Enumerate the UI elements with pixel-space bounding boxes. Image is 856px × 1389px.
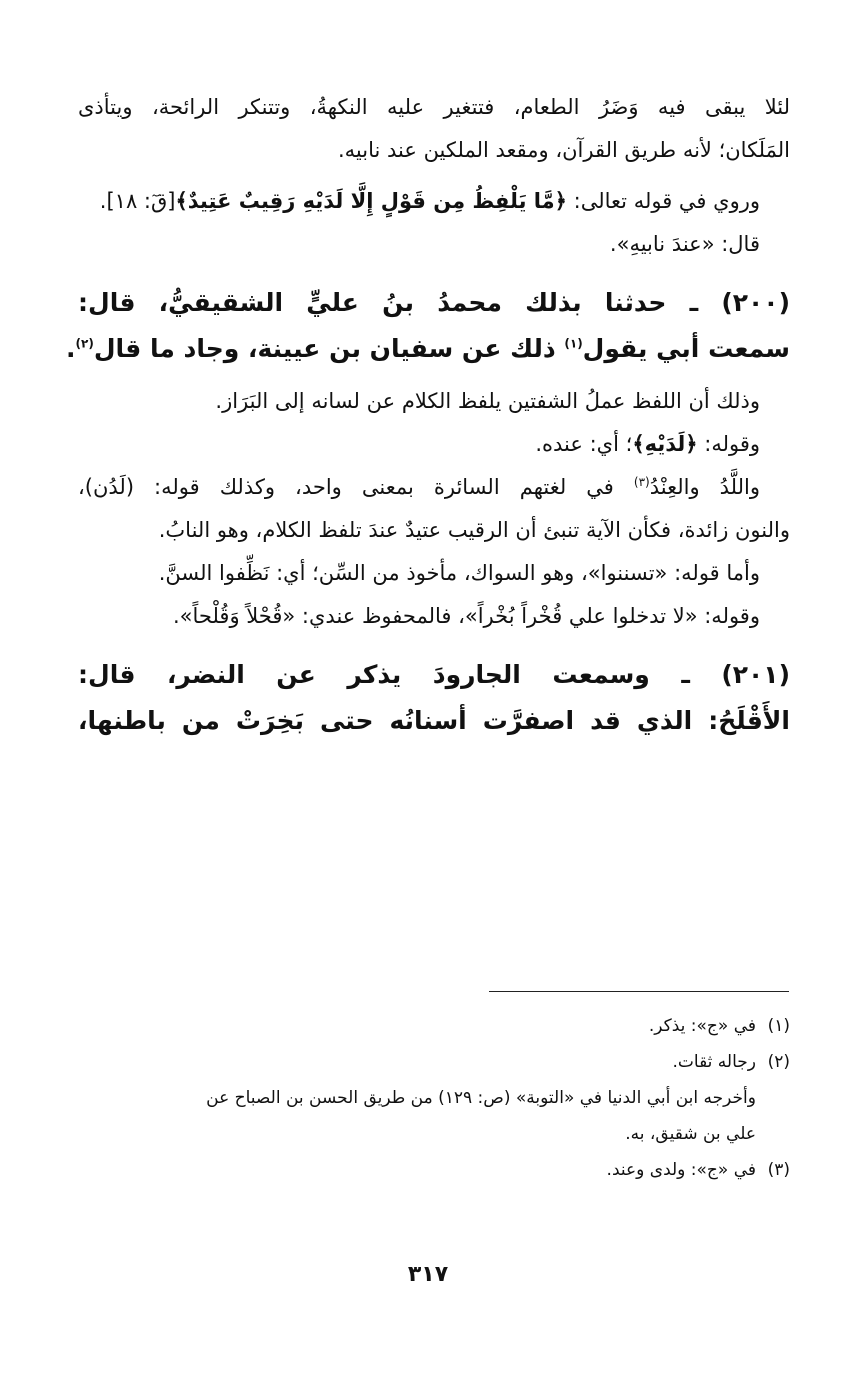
text-span: في لغتهم السائرة بمعنى واحد، وكذلك قوله: (لَدُن)، <box>78 475 634 499</box>
text-span: وروي في قوله تعالى: <box>567 189 760 213</box>
footnote-number: (١) <box>767 1016 790 1036</box>
footnote-2 <box>78 1044 790 1080</box>
text-span: سمعت أبي يقول <box>582 334 790 363</box>
footnote-divider <box>489 991 789 992</box>
quran-word: ﴿لَدَيْهِ﴾ <box>632 432 698 456</box>
quran-citation-line <box>78 180 790 223</box>
footnote-2-continuation: وأخرجه ابن أبي الدنيا في «التوبة» (ص: ١٢٩) من طريق الحسن بن الصباح عن <box>206 1088 756 1108</box>
footnote-3 <box>78 1152 790 1188</box>
paragraph-line: قال: «عندَ نابيهِ». <box>609 232 760 256</box>
quran-verse: ﴿مَّا يَلْفِظُ مِن قَوْلٍ إِلَّا لَدَيْهِ رَقِيبٌ عَتِيدٌ﴾ <box>175 189 567 213</box>
paragraph-line: وقوله: «لا تدخلوا علي قُخْراً بُخْراً»، فالمحفوظ عندي: «قُحْلاً وَقُلْحاً». <box>172 604 760 628</box>
narration-200-heading: (٢٠٠) ـ حدثنا بذلك محمدُ بنُ عليٍّ الشقيقيُّ، قال: <box>78 288 790 317</box>
footnote-1 <box>78 1008 790 1044</box>
text-span: ذلك عن سفيان بن عيينة، وجاد ما قال <box>93 334 565 363</box>
paragraph-line: المَلَكان؛ لأنه طريق القرآن، ومقعد الملكين عند نابيه. <box>337 138 790 162</box>
narration-200-line <box>66 326 790 372</box>
footnote-text: في «ج»: يذكر. <box>648 1016 756 1036</box>
paragraph-line: وأما قوله: «تسننوا»، وهو السواك، مأخوذ من السِّن؛ أي: نَظِّفوا السنَّ. <box>158 561 760 585</box>
paragraph-line <box>78 466 790 509</box>
narration-201-heading: (٢٠١) ـ وسمعت الجارودَ يذكر عن النضر، قال: <box>78 660 790 689</box>
paragraph-line: وذلك أن اللفظ عملُ الشفتين يلفظ الكلام عن لسانه إلى البَرَاز. <box>215 389 760 413</box>
text-span: واللَّدُ والعِنْدُ <box>649 475 761 499</box>
narration-201-line: الأَقْلَحُ: الذي قد اصفرَّت أسنانُه حتى بَخِرَتْ من باطنها، <box>78 706 790 735</box>
footnote-number: (٣) <box>767 1160 790 1180</box>
footnote-2-continuation: علي بن شقيق، به. <box>625 1124 756 1144</box>
text-span: ؛ أي: عنده. <box>535 432 633 456</box>
verse-reference: [قٓ: ١٨]. <box>99 189 176 213</box>
footnote-text: في «ج»: ولدى وعند. <box>606 1160 756 1180</box>
footnote-text: رجاله ثقات. <box>672 1052 756 1072</box>
main-text <box>66 86 790 744</box>
text-span: . <box>66 334 76 363</box>
footnote-marker: (٣) <box>633 475 650 489</box>
footnote-marker: (٢) <box>75 336 94 351</box>
text-span: وقوله: <box>697 432 760 456</box>
footnote-number: (٢) <box>767 1052 790 1072</box>
paragraph-line: لئلا يبقى فيه وَضَرُ الطعام، فتتغير عليه النكهةُ، وتتنكر الرائحة، ويتأذى <box>78 95 790 119</box>
quran-citation-line <box>78 423 790 466</box>
footnote-marker: (١) <box>564 336 583 351</box>
paragraph-line: والنون زائدة، فكأن الآية تنبئ أن الرقيب عتيدٌ عندَ تلفظ الكلام، وهو النابُ. <box>158 518 790 542</box>
footnotes <box>78 1008 790 1188</box>
page-number: ٣١٧ <box>407 1262 449 1287</box>
